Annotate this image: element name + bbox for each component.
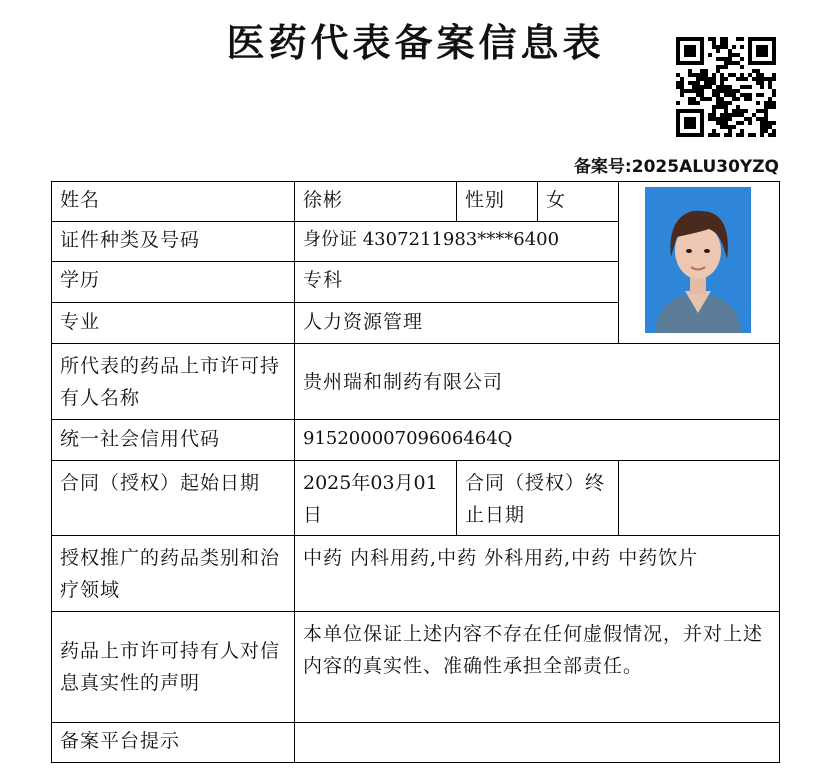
gender-value: 女 (538, 182, 619, 222)
gender-label: 性别 (457, 182, 538, 222)
major-value: 人力资源管理 (295, 303, 619, 344)
edu-label: 学历 (52, 262, 295, 303)
record-number-label: 备案号: (573, 157, 632, 177)
id-value: 身份证 4307211983****6400 (295, 222, 619, 262)
scope-label: 授权推广的药品类别和治疗领域 (52, 536, 295, 612)
form-title: 医药代表备案信息表 (226, 21, 605, 65)
person-photo-icon (645, 187, 751, 333)
holder-label: 所代表的药品上市许可持有人名称 (52, 344, 295, 420)
end-value (619, 461, 780, 536)
name-value: 徐彬 (295, 182, 457, 222)
end-label: 合同（授权）终止日期 (457, 461, 619, 536)
statement-label: 药品上市许可持有人对信息真实性的声明 (52, 612, 295, 723)
info-table (51, 181, 780, 763)
tips-value (295, 723, 780, 763)
qr-code-icon (676, 37, 776, 137)
credit-label: 统一社会信用代码 (52, 420, 295, 461)
photo-cell (619, 182, 780, 344)
statement-value: 本单位保证上述内容不存在任何虚假情况，并对上述内容的真实性、准确性承担全部责任。 (295, 612, 780, 723)
record-number (574, 152, 779, 177)
holder-value: 贵州瑞和制药有限公司 (295, 344, 780, 420)
scope-value: 中药 内科用药,中药 外科用药,中药 中药饮片 (295, 536, 780, 612)
name-label: 姓名 (52, 182, 295, 222)
record-number-value: 2025ALU30YZQ (631, 157, 779, 177)
major-label: 专业 (52, 303, 295, 344)
start-value: 2025年03月01日 (295, 461, 457, 536)
credit-value: 91520000709606464Q (295, 420, 780, 461)
tips-label: 备案平台提示 (52, 723, 295, 763)
start-label: 合同（授权）起始日期 (52, 461, 295, 536)
edu-value: 专科 (295, 262, 619, 303)
id-label: 证件种类及号码 (52, 222, 295, 262)
